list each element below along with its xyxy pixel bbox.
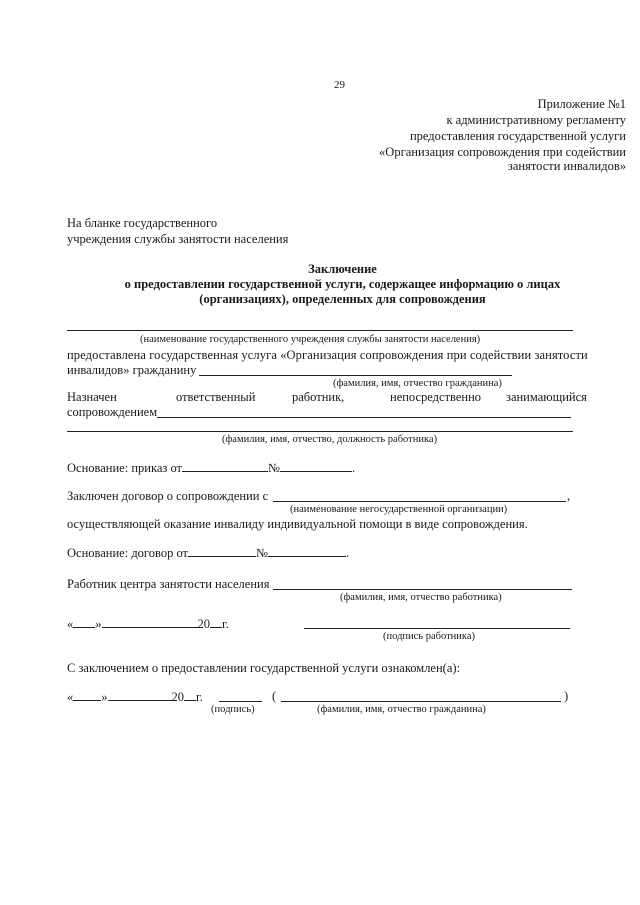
acquainted-text: С заключением о предоставлении государственной услуги ознакомлен(а):	[67, 661, 461, 675]
year-suffix: г.	[222, 617, 229, 631]
number-sign: №	[256, 546, 268, 560]
quote-open: «	[67, 617, 74, 631]
contract-label: Заключен договор о сопровождении с	[67, 489, 269, 503]
citizen-name-hint: (фамилия, имя, отчество гражданина)	[317, 704, 486, 715]
basis-contract-line	[67, 545, 349, 560]
appointed-text-2: сопровождением	[67, 405, 158, 419]
provided-text-2: инвалидов» гражданину	[67, 363, 197, 377]
contract-text-2: осуществляющей оказание инвалиду индивидуальной помощи в виде сопровождения.	[67, 517, 528, 531]
day-field-2[interactable]	[73, 689, 101, 701]
organization-field[interactable]	[273, 501, 566, 502]
appointed-word: работник,	[292, 390, 345, 404]
day-field[interactable]	[73, 616, 95, 628]
appendix-line: «Организация сопровождения при содействии	[379, 145, 626, 159]
number-sign: №	[268, 461, 280, 475]
appendix-line: занятости инвалидов»	[507, 159, 626, 173]
order-number-field[interactable]	[280, 460, 352, 472]
basis-order-label: Основание: приказ от	[67, 461, 182, 475]
signature-hint: (подпись)	[211, 704, 255, 715]
center-employee-label: Работник центра занятости населения	[67, 577, 270, 591]
appendix-line: предоставления государственной услуги	[409, 129, 626, 143]
appointed-word: Назначен	[67, 390, 117, 404]
appointed-word: ответственный	[176, 390, 256, 404]
employee-name-hint: (фамилия, имя, отчество работника)	[340, 592, 502, 603]
citizen-fullname-field[interactable]	[281, 701, 561, 702]
appendix-title: Приложение №1	[537, 97, 626, 111]
contract-date-field[interactable]	[188, 545, 256, 557]
appendix-line: к административному регламенту	[446, 113, 626, 127]
title-heading: Заключение	[308, 262, 377, 276]
basis-order-line	[67, 460, 355, 475]
month-field-2[interactable]	[108, 689, 172, 701]
letterhead-line: учреждения службы занятости населения	[67, 232, 289, 246]
title-line: (организациях), определенных для сопровождения	[199, 292, 486, 306]
paren-open: (	[272, 689, 277, 703]
employee-field[interactable]	[157, 417, 571, 418]
year-prefix: 20	[171, 690, 184, 704]
period: .	[351, 461, 356, 475]
letterhead-line: На бланке государственного	[67, 216, 218, 230]
period: .	[345, 546, 350, 560]
quote-close: »	[95, 617, 102, 631]
year-field[interactable]	[210, 616, 222, 628]
employee-sign-hint: (подпись работника)	[383, 631, 476, 642]
provided-text: предоставлена государственная услуга «Организация сопровождения при содействии занятости	[67, 348, 588, 362]
citizen-signature-field[interactable]	[219, 701, 262, 702]
quote-close: »	[101, 690, 108, 704]
date-line-employee	[67, 616, 229, 631]
quote-open: «	[67, 690, 74, 704]
employee-hint: (фамилия, имя, отчество, должность работника)	[222, 434, 438, 445]
organization-hint: (наименование негосударственной организации)	[290, 504, 508, 515]
employee-signature-field[interactable]	[304, 628, 570, 629]
page-number: 29	[334, 79, 345, 91]
comma: ,	[567, 489, 571, 503]
institution-hint: (наименование государственного учреждения службы занятости населения)	[140, 334, 481, 345]
year-field-2[interactable]	[184, 689, 196, 701]
paren-close: )	[564, 689, 569, 703]
date-line-citizen	[67, 689, 203, 704]
year-suffix: г.	[196, 690, 203, 704]
title-line: о предоставлении государственной услуги, содержащее информацию о лицах	[124, 277, 561, 291]
employee-field-2[interactable]	[67, 431, 573, 432]
citizen-hint: (фамилия, имя, отчество гражданина)	[333, 378, 502, 389]
center-employee-field[interactable]	[273, 589, 572, 590]
citizen-name-field[interactable]	[199, 375, 512, 376]
appointed-word: непосредственно	[390, 390, 482, 404]
year-prefix: 20	[197, 617, 210, 631]
order-date-field[interactable]	[182, 460, 268, 472]
institution-field[interactable]	[67, 330, 573, 331]
basis-contract-label: Основание: договор от	[67, 546, 188, 560]
appointed-word: занимающийся	[506, 390, 587, 404]
contract-number-field[interactable]	[268, 545, 346, 557]
month-field[interactable]	[102, 616, 198, 628]
